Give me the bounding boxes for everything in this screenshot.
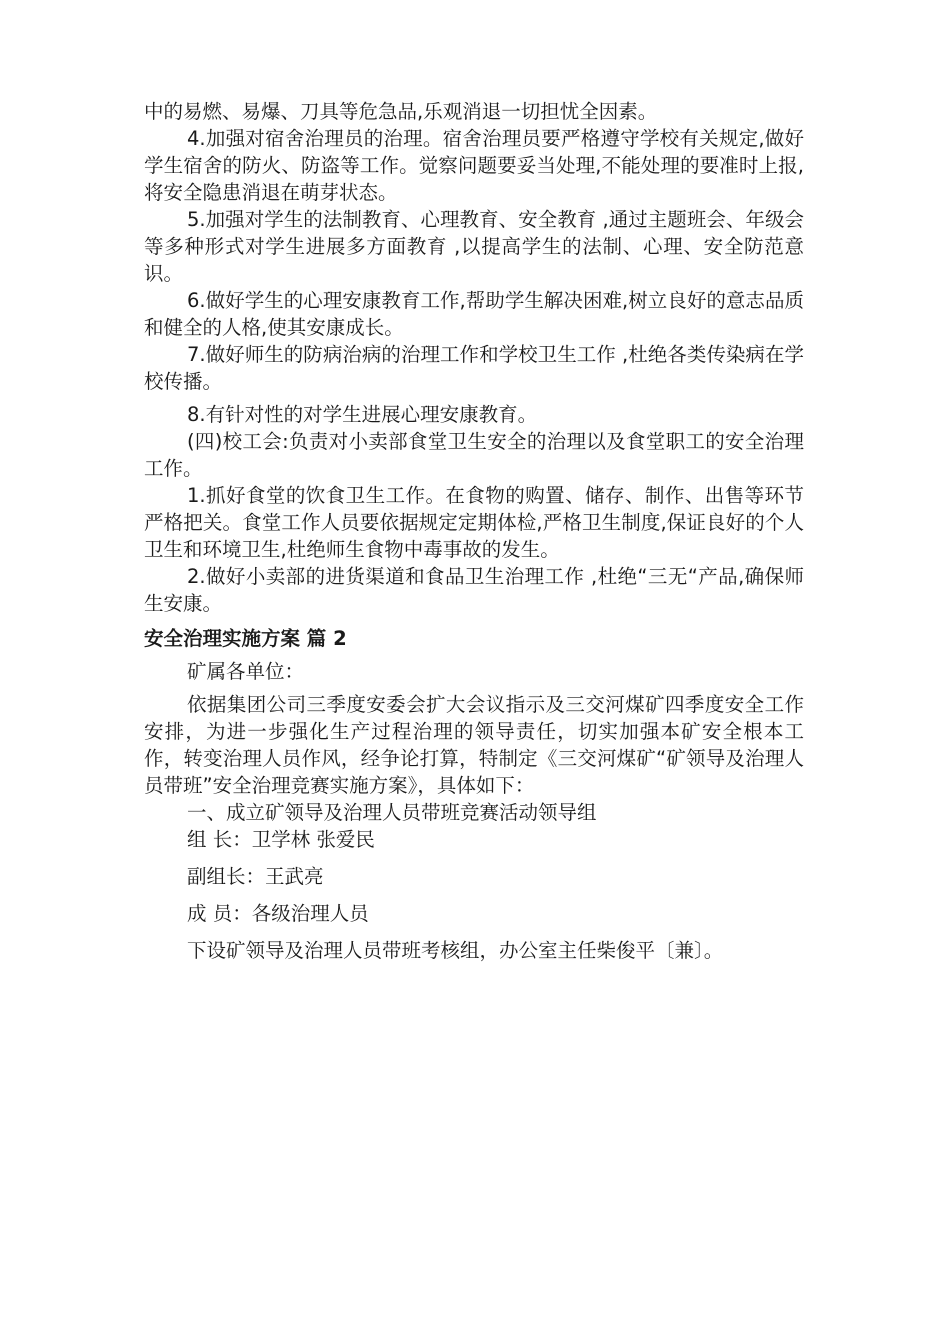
paragraph-continuation: 中的易燃、易爆、刀具等危急品,乐观消退一切担忧全因素。 [144,100,658,123]
paragraph-members: 成 员：各级治理人员 [187,902,369,925]
section-heading: 安全治理实施方案 篇 2 [144,627,347,650]
paragraph-item-8: 8.有针对性的对学生进展心理安康教育。 [187,403,538,426]
paragraph-deputy: 副组长：王武亮 [187,865,324,888]
paragraph-leader: 组 长：卫学林 张爱民 [187,828,375,851]
document-page [144,98,804,964]
paragraph-canteen-2: 2.做好小卖部的进货渠道和食品卫生治理工作 ,杜绝“三无“产品,确保师生安康。 [144,565,804,615]
paragraph-office: 下设矿领导及治理人员带班考核组，办公室主任柴俊平〔兼〕。 [187,939,724,962]
paragraph-item-6: 6.做好学生的心理安康教育工作,帮助学生解决困难,树立良好的意志品质和健全的人格,使其安康成长。 [144,289,804,339]
paragraph-item-4: 4.加强对宿舍治理员的治理。宿舍治理员要严格遵守学校有关规定,做好学生宿舍的防火、防盗等工作。觉察问题要妥当处理,不能处理的要准时上报,将安全隐患消退在萌芽状态。 [144,127,804,204]
paragraph-item-5: 5.加强对学生的法制教育、心理教育、安全教育 ,通过主题班会、年级会等多种形式对学生进展多方面教育 ,以提高学生的法制、心理、安全防范意识。 [144,208,804,285]
paragraph-salutation: 矿属各单位： [187,660,305,683]
paragraph-item-7: 7.做好师生的防病治病的治理工作和学校卫生工作 ,杜绝各类传染病在学校传播。 [144,343,804,393]
paragraph-intro: 依据集团公司三季度安委会扩大会议指示及三交河煤矿四季度安全工作安排，为进一步强化生产过程治理的领导责任，切实加强本矿安全根本工作，转变治理人员作风，经争论打算，特制定《三交河煤矿“矿领导及治理人员带班”安全治理竞赛实施方案》，具体如下： [144,693,804,797]
paragraph-section-4: (四)校工会:负责对小卖部食堂卫生安全的治理以及食堂职工的安全治理工作。 [144,430,804,480]
paragraph-section-1: 一、成立矿领导及治理人员带班竞赛活动领导组 [187,801,597,824]
paragraph-canteen-1: 1.抓好食堂的饮食卫生工作。在食物的购置、储存、制作、出售等环节严格把关。食堂工作人员要依据规定定期体检,严格卫生制度,保证良好的个人卫生和环境卫生,杜绝师生食物中毒事故的发生。 [144,484,804,561]
